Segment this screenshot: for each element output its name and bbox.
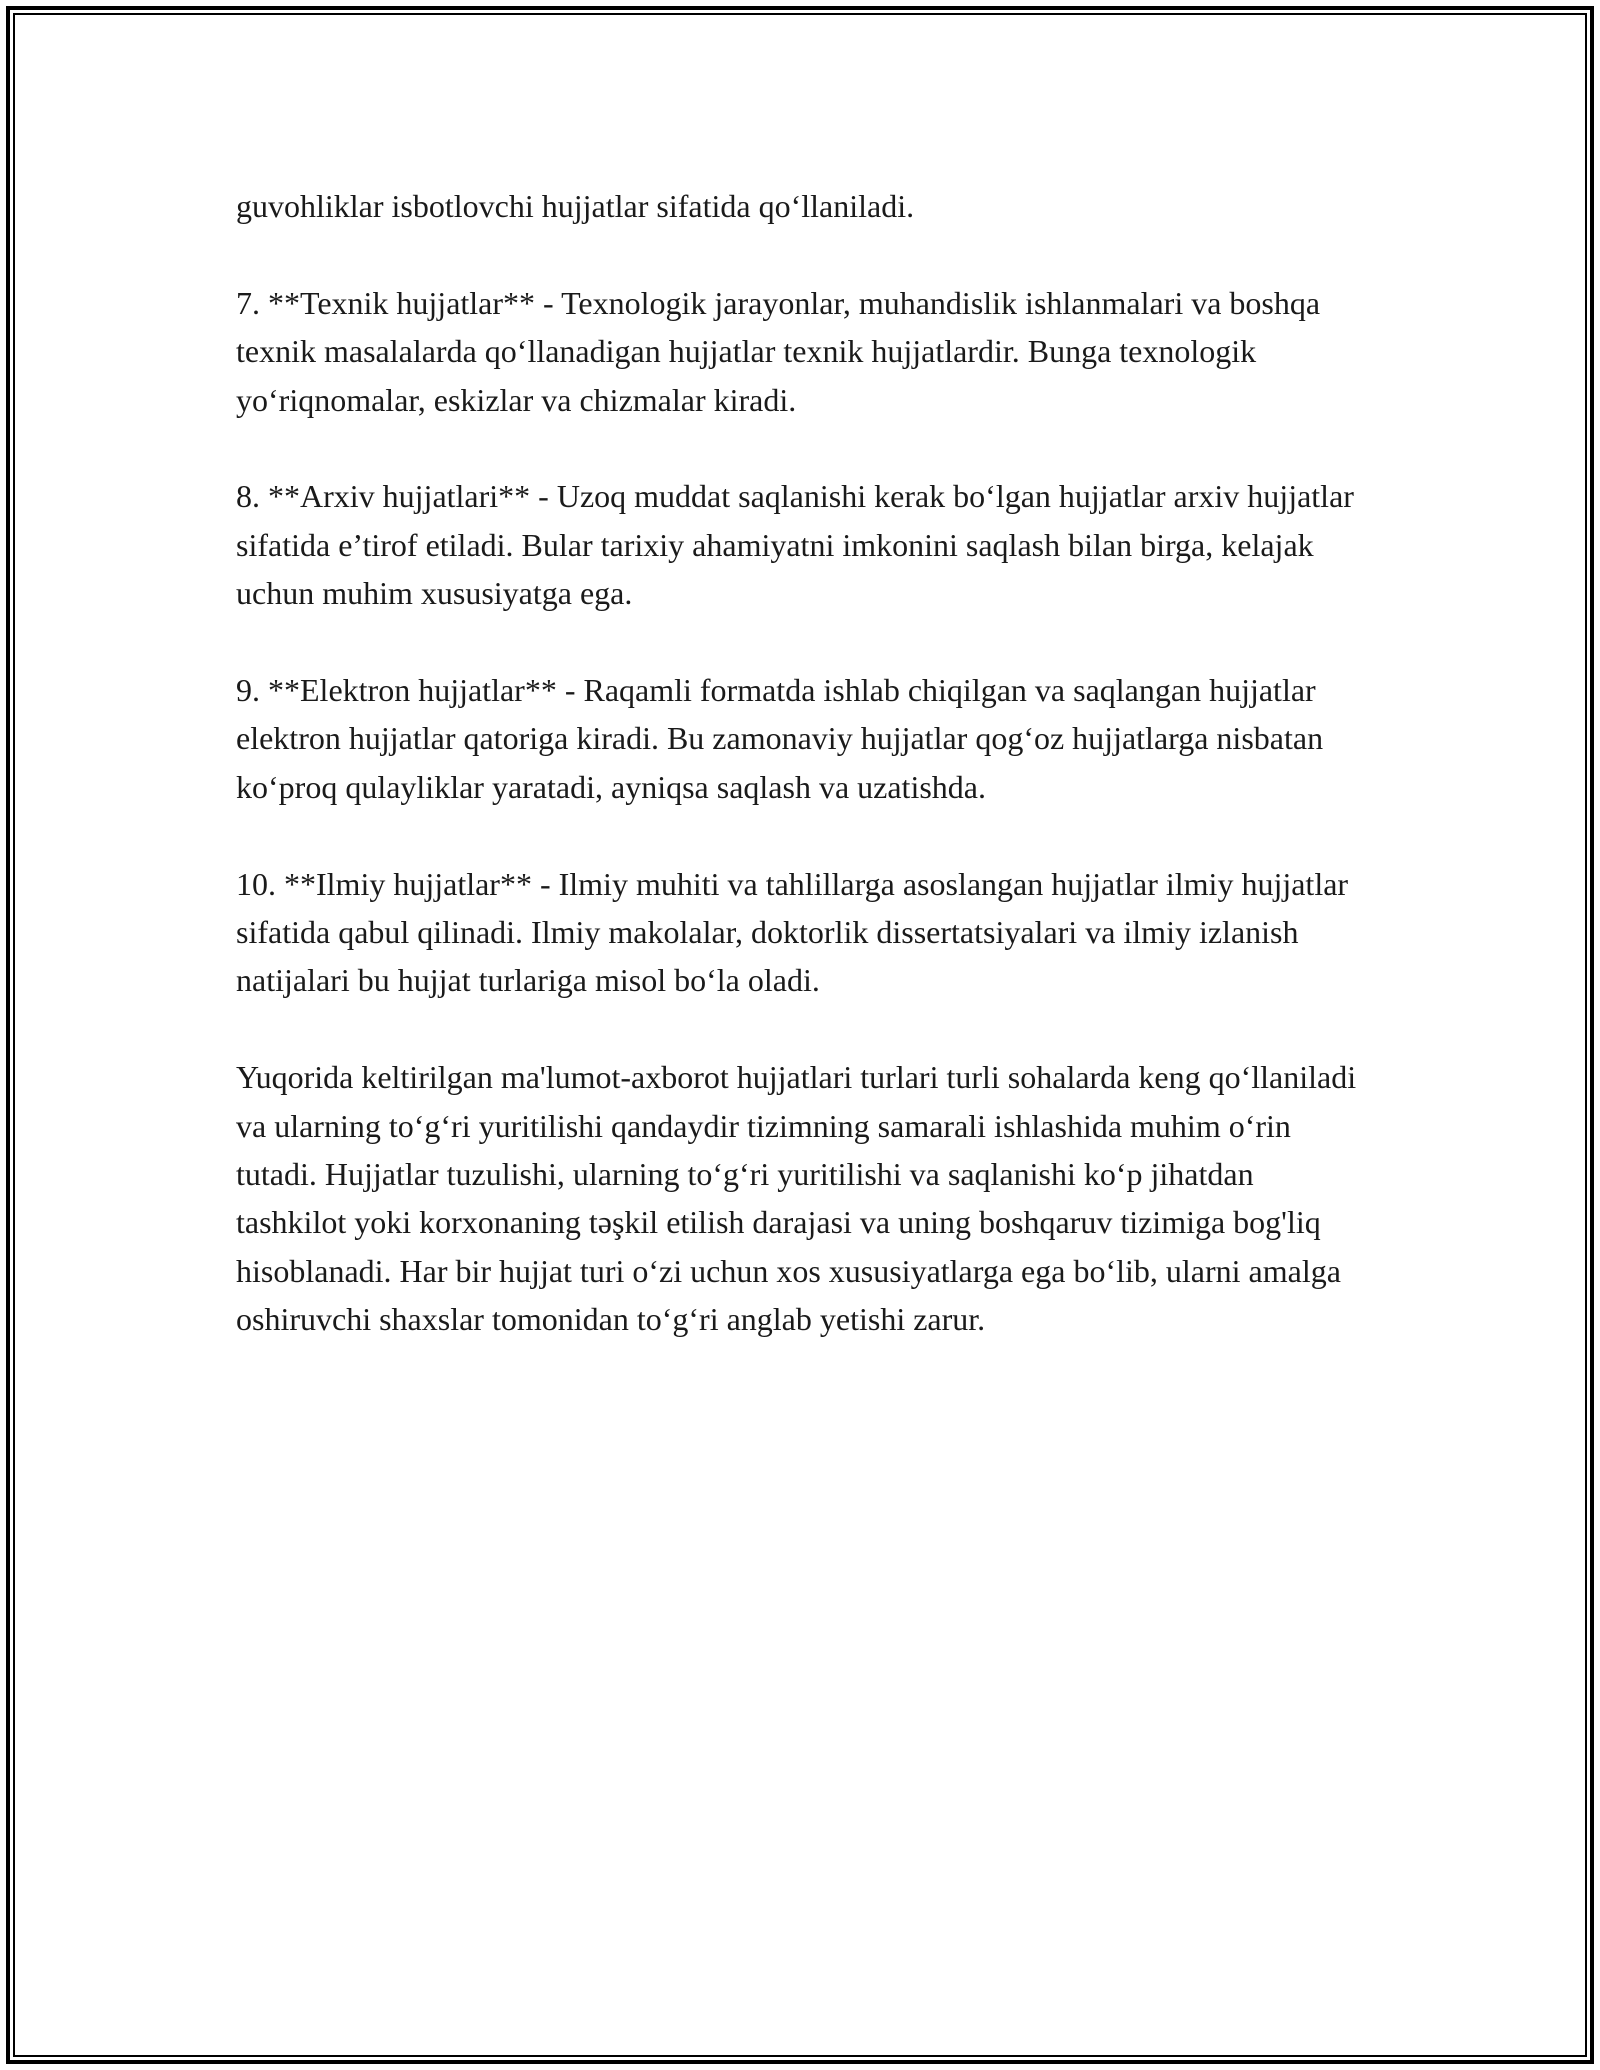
paragraph-conclusion: Yuqorida keltirilgan ma'lumot-axborot hujjatlari turlari turli sohalarda keng qo‘llaniladi va ularning to‘g‘ri yuritilishi qandaydir tizimning samarali ishlashida muhim o‘rin tutadi. Hujjatlar tuzulishi, ularning to‘g‘ri yuritilishi va saqlanishi ko‘p jihatdan tashkilot yoki korxonaning təşkil etilish darajasi va uning boshqaruv tizimiga bog'liq hisoblanadi. Har bir hujjat turi o‘zi uchun xos xususiyatlarga ega bo‘lib, ularni amalga oshiruvchi shaxslar tomonidan to‘g‘ri anglab yetishi zarur.: [236, 1059, 1357, 1338]
paragraph-elektron-hujjatlar: 9. **Elektron hujjatlar** - Raqamli formatda ishlab chiqilgan va saqlangan hujjatlar elektron hujjatlar qatoriga kiradi. Bu zamonaviy hujjatlar qog‘oz hujjatlarga nisbatan ko‘proq qulayliklar yaratadi, ayniqsa saqlash va uzatishda.: [236, 672, 1324, 805]
document-body: [236, 182, 1366, 1392]
paragraph-continuation: guvohliklar isbotlovchi hujjatlar sifatida qo‘llaniladi.: [236, 188, 915, 224]
paragraph-ilmiy-hujjatlar: 10. **Ilmiy hujjatlar** - Ilmiy muhiti va tahlillarga asoslangan hujjatlar ilmiy hujjatlar sifatida qabul qilinadi. Ilmiy makolalar, doktorlik dissertatsiyalari va ilmiy izlanish natijalari bu hujjat turlariga misol bo‘la oladi.: [236, 865, 1349, 999]
paragraph-texnik-hujjatlar: 7. **Texnik hujjatlar** - Texnologik jarayonlar, muhandislik ishlanmalari va boshqa texnik masalalarda qo‘llanadigan hujjatlar texnik hujjatlardir. Bunga texnologik yo‘riqnomalar, eskizlar va chizmalar kiradi.: [236, 284, 1321, 418]
paragraph-arxiv-hujjatlari: 8. **Arxiv hujjatlari** - Uzoq muddat saqlanishi kerak bo‘lgan hujjatlar arxiv hujjatlar sifatida e’tirof etiladi. Bular tarixiy ahamiyatni imkonini saqlash bilan birga, kelajak uchun muhim xususiyatga ega.: [236, 478, 1354, 612]
